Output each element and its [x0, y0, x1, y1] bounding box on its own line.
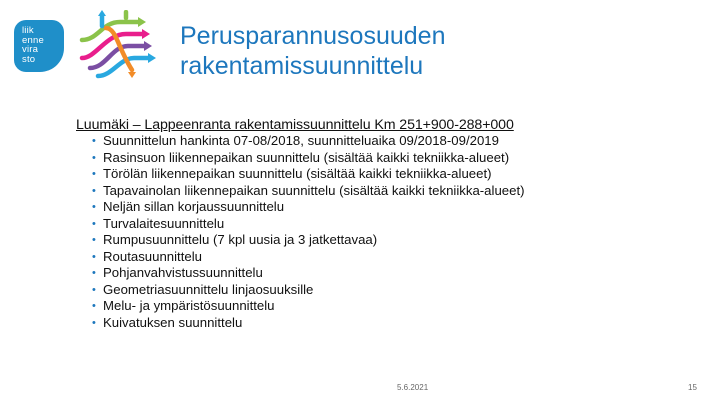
- liikennevirasto-logo: [14, 20, 64, 72]
- list-item: [92, 150, 525, 167]
- list-item-text: Pohjanvahvistussuunnittelu: [103, 265, 263, 280]
- bullet-icon: •: [92, 250, 96, 263]
- list-item: [92, 199, 525, 216]
- bullet-icon: •: [92, 135, 96, 147]
- bullet-icon: •: [92, 217, 96, 230]
- bullet-icon: •: [92, 151, 96, 164]
- list-item-text: Neljän sillan korjaussuunnittelu: [103, 199, 285, 214]
- list-item-text: Turvalaitesuunnittelu: [103, 215, 225, 231]
- slide-title: [180, 21, 445, 81]
- list-item-text: Rasinsuon liikennepaikan suunnittelu (sisältää kaikki tekniikka-alueet): [103, 149, 510, 165]
- list-item-text: Geometriasuunnittelu linjaosuuksille: [103, 281, 314, 297]
- list-item: [92, 315, 525, 332]
- bullet-icon: •: [92, 234, 96, 246]
- bullet-icon: •: [92, 184, 96, 197]
- list-item: [92, 265, 525, 282]
- logo-text-line: vira: [22, 44, 39, 55]
- list-item-text: Tapavainolan liikennepaikan suunnittelu (sisältää kaikki tekniikka-alueet): [103, 182, 525, 198]
- logo-text-line: sto: [22, 53, 36, 65]
- traffic-arrows-icon: [76, 10, 162, 80]
- list-item: [92, 216, 525, 233]
- section-heading: Luumäki – Lappeenranta rakentamissuunnittelu Km 251+900-288+000: [76, 117, 514, 133]
- list-item-text: Törölän liikennepaikan suunnittelu (sisältää kaikki tekniikka-alueet): [103, 166, 492, 181]
- logo-text-line: enne: [22, 34, 44, 46]
- list-item: [92, 298, 525, 315]
- list-item: [92, 183, 525, 200]
- list-item-text: Suunnittelun hankinta 07-08/2018, suunnitteluaika 09/2018-09/2019: [103, 133, 499, 148]
- list-item-text: Kuivatuksen suunnittelu: [103, 314, 243, 330]
- bullet-icon: •: [92, 283, 96, 296]
- list-item: [92, 232, 525, 249]
- list-item: [92, 133, 525, 150]
- logo-text-line: liik: [22, 25, 34, 36]
- list-item: [92, 282, 525, 299]
- bullet-list: [92, 133, 525, 331]
- list-item-text: Rumpusuunnittelu (7 kpl uusia ja 3 jatkettavaa): [103, 232, 378, 247]
- footer-date: 5.6.2021: [397, 383, 429, 392]
- bullet-icon: •: [92, 267, 96, 279]
- bullet-icon: •: [92, 316, 96, 329]
- title-line: Perusparannusosuuden: [180, 22, 446, 50]
- title-line: rakentamissuunnittelu: [180, 52, 424, 80]
- list-item-text: Routasuunnittelu: [103, 248, 202, 264]
- bullet-icon: •: [92, 168, 96, 180]
- list-item: [92, 249, 525, 266]
- list-item: [92, 166, 525, 183]
- page-number: 15: [688, 383, 697, 392]
- bullet-icon: •: [92, 201, 96, 213]
- bullet-icon: •: [92, 300, 96, 312]
- list-item-text: Melu- ja ympäristösuunnittelu: [103, 298, 275, 313]
